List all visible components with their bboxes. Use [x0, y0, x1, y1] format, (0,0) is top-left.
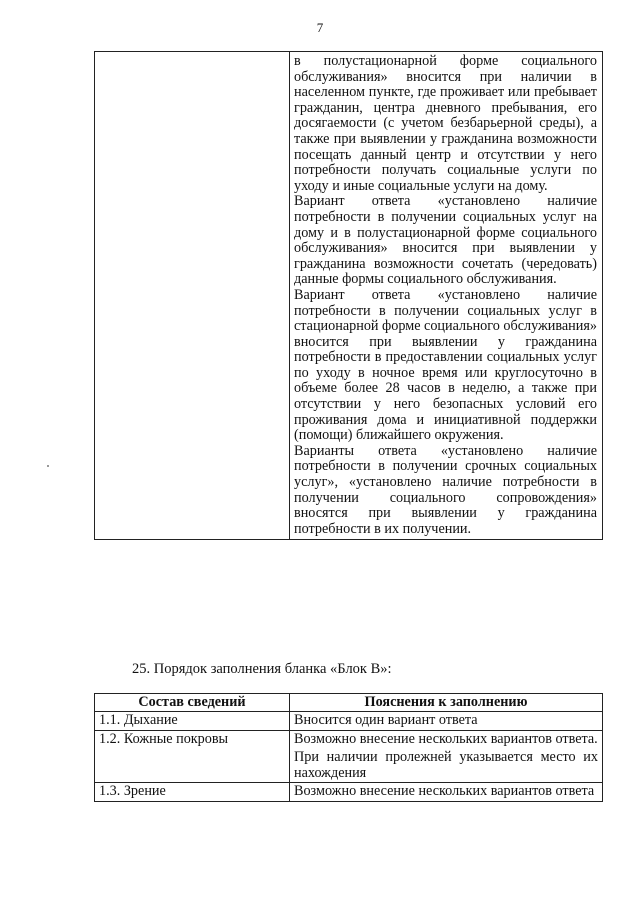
explanation-cell — [290, 52, 603, 540]
block-v-table — [94, 693, 603, 802]
paragraph: в полустационарной форме социального обслуживания» вносится при наличии в населенном пункте, где проживает или пребывает гражданин, центра дневного пребывания, его досягаемости (с учетом безбарьерной среды), а также при выявлении у гражданина возможности посещать данный центр и отсутствии у него потребности получать социальные услуги по уходу и иные социальные услуги на дому. — [294, 53, 597, 194]
table-row — [95, 730, 603, 783]
page-number: 7 — [316, 20, 324, 35]
paragraph: Вариант ответа «установлено наличие потребности в получении социальных услуг в стационарной форме социального обслуживания» вносится при выявлении у гражданина потребности в предоставлении социальных услуг по уходу в ночное время или круглосуточно в объеме более 28 часов в неделю, а также при отсутствии у него безопасных условий его проживания дома и инициативной поддержки (помощи) ближайшего окружения. — [294, 286, 597, 444]
column-header: Пояснения к заполнению — [290, 694, 603, 712]
description-text: При наличии пролежней указывается место их нахождения — [294, 749, 598, 781]
row-name: 1.1. Дыхание — [95, 712, 290, 731]
explanation-table-continued — [94, 51, 603, 540]
paragraph: Вариант ответа «установлено наличие потребности в получении социальных услуг на дому и в полустационарной форме социального обслуживания» вносится при выявлении у гражданина возможности сочетать (чередовать) данные формы социального обслуживания. — [294, 193, 597, 288]
table-row — [95, 712, 603, 731]
row-description — [290, 730, 603, 783]
scan-speck — [47, 465, 49, 467]
section-heading: 25. Порядок заполнения бланка «Блок В»: — [132, 661, 392, 677]
column-header: Состав сведений — [95, 694, 290, 712]
description-text: Вносится один вариант ответа — [294, 712, 478, 728]
description-text: Возможно внесение нескольких вариантов ответа — [294, 783, 595, 800]
row-description — [290, 783, 603, 802]
row-name: 1.3. Зрение — [95, 783, 290, 802]
row-description — [290, 712, 603, 731]
table-row — [95, 52, 603, 540]
row-name: 1.2. Кожные покровы — [95, 730, 290, 783]
paragraph: Варианты ответа «установлено наличие потребности в получении срочных социальных услуг», «установлено наличие потребности в получении социального сопровождения» вносятся при выявлении у гражданина потребности в их получении. — [294, 442, 597, 537]
table-header-row — [95, 694, 603, 712]
description-text: Возможно внесение нескольких вариантов ответа. — [294, 730, 598, 747]
table-row — [95, 783, 603, 802]
empty-name-cell — [95, 52, 290, 540]
